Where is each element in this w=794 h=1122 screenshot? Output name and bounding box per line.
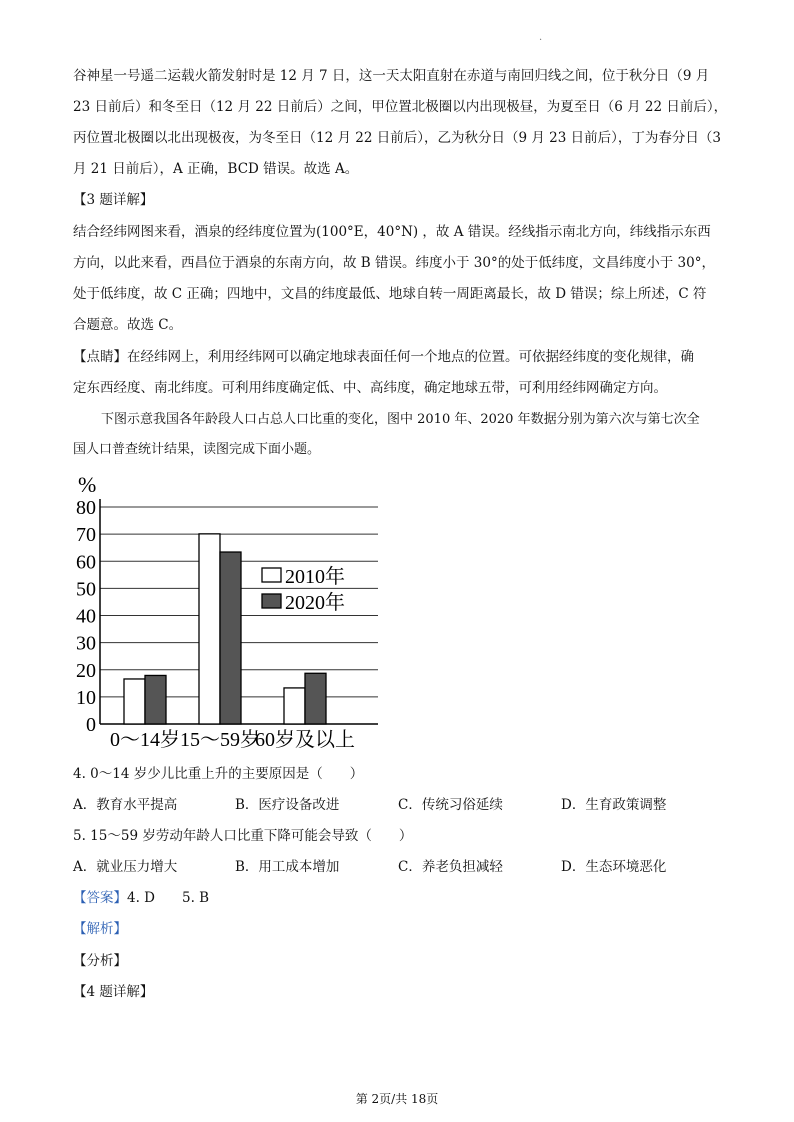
question-5: 5. 15～59 岁劳动年龄人口比重下降可能会导致（ ） (73, 828, 413, 844)
y-tick-label: 10 (76, 686, 96, 709)
answer-text: 4. D 5. B (127, 890, 210, 906)
paragraph-line: 方向，以此来看，西昌位于酒泉的东南方向，故 B 错误。纬度小于 30°的处于低纬度，文昌纬度小于 30°， (73, 255, 715, 271)
paragraph-line: 合题意。故选 C。 (73, 317, 183, 333)
q5-option-b: B．用工成本增加 (235, 859, 340, 875)
y-tick-label: 80 (76, 497, 96, 519)
legend-swatch (262, 594, 281, 608)
paragraph-line: 丙位置北极圈以北出现极夜，为冬至日（12 月 22 日前后），乙为秋分日（9 月 23 日前后），丁为春分日（3 (73, 130, 721, 146)
q4-option-c: C．传统习俗延续 (398, 797, 503, 813)
paragraph-line: 23 日前后）和冬至日（12 月 22 日前后）之间，甲位置北极圈以内出现极昼，为夏至日（6 月 22 日前后）， (73, 99, 728, 115)
tip-paragraph-line: 定东西经度、南北纬度。可利用纬度确定低、中、高纬度，确定地球五带，可利用经纬网确定方向。 (73, 380, 667, 396)
q4-option-a: A．教育水平提高 (73, 797, 178, 813)
q5-option-d: D．生态环境恶化 (561, 859, 667, 875)
paragraph-line: 谷神星一号遥二运载火箭发射时是 12 月 7 日，这一天太阳直射在赤道与南回归线之间，位于秋分日（9 月 (73, 68, 710, 84)
bar-2020年-15～59岁 (220, 552, 241, 724)
intro-paragraph-line: 国人口普查统计结果，读图完成下面小题。 (73, 442, 321, 457)
bar-2010年-60岁及以上 (284, 688, 305, 724)
legend-label: 2010年 (285, 566, 345, 588)
x-tick-label: 15～59岁 (180, 729, 260, 751)
y-tick-label: 30 (76, 632, 96, 655)
y-tick-label: 60 (76, 551, 96, 574)
answer-label: 【答案】 (73, 890, 127, 906)
x-tick-label: 0～14岁 (110, 729, 180, 751)
page-footer: 第 2页/共 18页 (355, 1092, 439, 1106)
tip-paragraph-line: 【点睛】在经纬网上，利用经纬网可以确定地球表面任何一个地点的位置。可依据经纬度的变化规律，确 (73, 349, 694, 365)
q4-option-b: B．医疗设备改进 (235, 797, 340, 813)
intro-paragraph-line: 下图示意我国各年龄段人口占总人口比重的变化，图中 2010 年、2020 年数据分别为第六次与第七次全 (101, 412, 700, 427)
question-4: 4. 0～14 岁少儿比重上升的主要原因是（ ） (73, 766, 364, 782)
paragraph-line: 处于低纬度，故 C 正确；四地中，文昌的纬度最低、地球自转一周距离最长，故 D 错误；综上所述，C 符 (73, 286, 707, 302)
y-tick-label: 70 (76, 524, 96, 547)
answer-line (73, 888, 209, 908)
y-tick-label: 0 (86, 714, 96, 736)
y-tick-label: 40 (76, 605, 96, 628)
bar-2020年-0～14岁 (145, 675, 166, 724)
q4-option-d: D．生育政策调整 (561, 797, 667, 813)
analysis-label: 【解析】 (73, 921, 127, 937)
x-tick-label: 60岁及以上 (255, 729, 355, 751)
section-heading-4: 【4 题详解】 (73, 984, 154, 1000)
paragraph-line: 结合经纬网图来看，酒泉的经纬度位置为(100°E，40°N) ，故 A 错误。经线指示南北方向，纬线指示东西 (73, 224, 711, 240)
y-axis-label: % (78, 472, 97, 497)
paragraph-line: 月 21 日前后），A 正确，BCD 错误。故选 A。 (73, 161, 359, 177)
bar-2020年-60岁及以上 (305, 673, 326, 724)
top-mark: . (539, 32, 543, 43)
legend-label: 2020年 (285, 592, 345, 614)
y-tick-label: 20 (76, 659, 96, 682)
legend-swatch (262, 568, 281, 582)
section-heading-3: 【3 题详解】 (73, 192, 154, 208)
bar-2010年-15～59岁 (199, 534, 220, 724)
fenxi-label: 【分析】 (73, 953, 127, 969)
q5-option-c: C．养老负担减轻 (398, 859, 503, 875)
population-bar-chart (70, 470, 390, 760)
bar-2010年-0～14岁 (124, 679, 145, 724)
y-tick-label: 50 (76, 578, 96, 601)
q5-option-a: A．就业压力增大 (73, 859, 178, 875)
